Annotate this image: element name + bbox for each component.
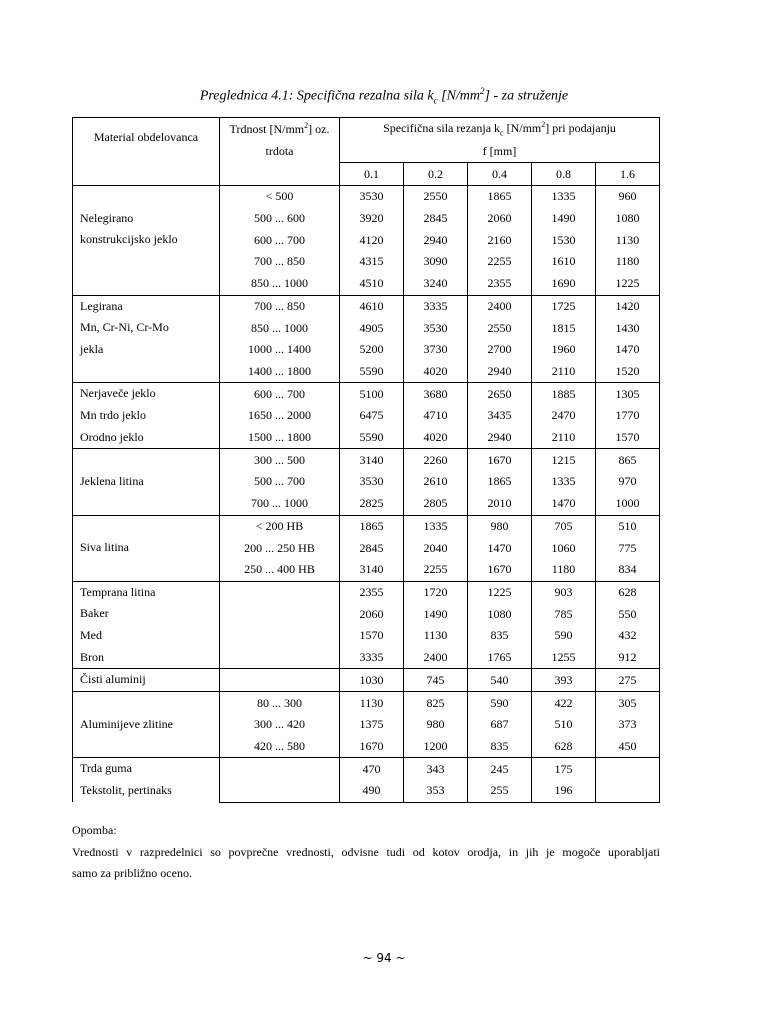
value-cell: 4510 xyxy=(340,273,404,295)
value-cell: 4020 xyxy=(404,427,468,449)
table-body xyxy=(73,118,660,803)
force-header-c: ] pri podajanju xyxy=(545,121,616,136)
material-name: Siva litina xyxy=(80,540,129,555)
force-header-b: [N/mm xyxy=(503,121,542,136)
value-cell: 450 xyxy=(596,736,660,758)
value-cell: 5590 xyxy=(340,361,404,383)
material-name: Nelegirano xyxy=(80,210,134,225)
material-name: Tekstolit, pertinaks xyxy=(80,782,172,797)
strength-header-line2 xyxy=(220,140,340,186)
material-name: Trda guma xyxy=(80,761,132,776)
strength-cell: 700 ... 850 xyxy=(220,251,340,273)
value-cell: 1130 xyxy=(404,625,468,647)
strength-cell: 1650 ... 2000 xyxy=(220,405,340,427)
value-cell: 1570 xyxy=(340,625,404,647)
material-name: Temprana litina xyxy=(80,584,156,599)
table-row xyxy=(73,692,660,714)
value-cell: 687 xyxy=(468,714,532,736)
strength-header-sup: 2 xyxy=(304,121,309,130)
strength-header-b: ] oz. xyxy=(308,122,330,136)
value-cell: 550 xyxy=(596,603,660,625)
page-number: ~ 94 ~ xyxy=(362,951,406,965)
value-cell: 373 xyxy=(596,714,660,736)
value-cell: 903 xyxy=(532,581,596,603)
table-row xyxy=(73,581,660,603)
value-cell: 1770 xyxy=(596,405,660,427)
value-cell: 3680 xyxy=(404,383,468,405)
value-cell: 1335 xyxy=(532,186,596,208)
value-cell: 2255 xyxy=(468,251,532,273)
material-name xyxy=(80,449,219,471)
table-row xyxy=(73,383,660,405)
value-cell: 1080 xyxy=(468,603,532,625)
value-cell: 775 xyxy=(596,537,660,559)
feed-header-1: 0.2 xyxy=(404,163,468,186)
material-cell xyxy=(73,295,220,383)
value-cell: 1255 xyxy=(532,647,596,669)
value-cell: 5100 xyxy=(340,383,404,405)
material-header xyxy=(73,118,220,186)
strength-cell xyxy=(220,647,340,669)
value-cell: 1865 xyxy=(468,186,532,208)
material-name: Čisti aluminij xyxy=(80,672,146,687)
strength-cell: 700 ... 850 xyxy=(220,295,340,317)
value-cell: 2060 xyxy=(340,603,404,625)
value-cell: 353 xyxy=(404,780,468,802)
value-cell: 4905 xyxy=(340,317,404,339)
value-cell: 1470 xyxy=(532,493,596,515)
strength-cell: 500 ... 600 xyxy=(220,208,340,230)
note-text-line2: samo za približno oceno. xyxy=(72,866,192,880)
material-cell xyxy=(73,515,220,581)
material-name: konstrukcijsko jeklo xyxy=(80,232,178,247)
value-cell: 1335 xyxy=(532,471,596,493)
value-cell: 3240 xyxy=(404,273,468,295)
value-cell: 2110 xyxy=(532,427,596,449)
value-cell: 2355 xyxy=(468,273,532,295)
value-cell: 1815 xyxy=(532,317,596,339)
value-cell: 1080 xyxy=(596,208,660,230)
value-cell: 835 xyxy=(468,625,532,647)
value-cell: 1610 xyxy=(532,251,596,273)
value-cell: 1670 xyxy=(468,449,532,471)
value-cell: 745 xyxy=(404,669,468,692)
value-cell: 245 xyxy=(468,758,532,780)
material-name: Jeklena litina xyxy=(80,474,144,489)
table-row xyxy=(73,186,660,208)
value-cell: 1490 xyxy=(532,208,596,230)
strength-cell: < 200 HB xyxy=(220,515,340,537)
value-cell: 1000 xyxy=(596,493,660,515)
material-name xyxy=(80,493,219,515)
value-cell: 2400 xyxy=(404,647,468,669)
value-cell: 1420 xyxy=(596,295,660,317)
feed-header-3: 0.8 xyxy=(532,163,596,186)
value-cell: 3335 xyxy=(340,647,404,669)
strength-cell xyxy=(220,603,340,625)
value-cell: 1490 xyxy=(404,603,468,625)
value-cell: 2040 xyxy=(404,537,468,559)
value-cell: 510 xyxy=(596,515,660,537)
material-cell xyxy=(73,383,220,449)
value-cell: 1130 xyxy=(340,692,404,714)
strength-cell: < 500 xyxy=(220,186,340,208)
value-cell: 2110 xyxy=(532,361,596,383)
value-cell: 4120 xyxy=(340,229,404,251)
value-cell: 1335 xyxy=(404,515,468,537)
value-cell: 1690 xyxy=(532,273,596,295)
value-cell: 2160 xyxy=(468,229,532,251)
value-cell: 1670 xyxy=(340,736,404,758)
value-cell: 3335 xyxy=(404,295,468,317)
value-cell: 1200 xyxy=(404,736,468,758)
feed-header-0: 0.1 xyxy=(340,163,404,186)
value-cell: 1130 xyxy=(596,229,660,251)
value-cell: 6475 xyxy=(340,405,404,427)
value-cell: 1180 xyxy=(596,251,660,273)
force-header-line1 xyxy=(340,118,660,141)
material-name xyxy=(80,251,219,273)
material-cell xyxy=(73,449,220,515)
caption-mid: [N/mm xyxy=(437,88,481,104)
strength-cell: 600 ... 700 xyxy=(220,383,340,405)
material-name: Med xyxy=(80,628,102,643)
material-cell xyxy=(73,692,220,758)
strength-cell xyxy=(220,625,340,647)
value-cell: 2650 xyxy=(468,383,532,405)
value-cell: 5200 xyxy=(340,339,404,361)
table-row xyxy=(73,295,660,317)
value-cell: 865 xyxy=(596,449,660,471)
value-cell: 960 xyxy=(596,186,660,208)
value-cell: 2825 xyxy=(340,493,404,515)
value-cell: 1470 xyxy=(468,537,532,559)
material-name xyxy=(80,736,219,758)
feed-header-4: 1.6 xyxy=(596,163,660,186)
value-cell: 628 xyxy=(596,581,660,603)
material-cell xyxy=(73,581,220,669)
value-cell: 1430 xyxy=(596,317,660,339)
value-cell: 3920 xyxy=(340,208,404,230)
value-cell: 3530 xyxy=(340,186,404,208)
material-name: jekla xyxy=(80,341,104,356)
material-name: Mn, Cr-Ni, Cr-Mo xyxy=(80,320,169,335)
value-cell: 2400 xyxy=(468,295,532,317)
value-cell: 343 xyxy=(404,758,468,780)
value-cell: 2550 xyxy=(468,317,532,339)
material-name: Orodno jeklo xyxy=(80,429,144,444)
material-name: Bron xyxy=(80,649,104,664)
strength-cell xyxy=(220,758,340,780)
value-cell: 490 xyxy=(340,780,404,802)
value-cell: 1530 xyxy=(532,229,596,251)
value-cell: 175 xyxy=(532,758,596,780)
material-name xyxy=(80,692,219,714)
strength-cell: 300 ... 420 xyxy=(220,714,340,736)
strength-cell: 700 ... 1000 xyxy=(220,493,340,515)
material-name: Legirana xyxy=(80,298,123,313)
value-cell: 2060 xyxy=(468,208,532,230)
value-cell: 4710 xyxy=(404,405,468,427)
value-cell: 1060 xyxy=(532,537,596,559)
value-cell: 305 xyxy=(596,692,660,714)
table-row xyxy=(73,515,660,537)
material-name xyxy=(80,273,219,295)
material-name: Aluminijeve zlitine xyxy=(80,716,173,731)
caption-prefix: Preglednica 4.1: Specifična rezalna sila k xyxy=(199,88,434,104)
value-cell: 2355 xyxy=(340,581,404,603)
cutting-force-table xyxy=(72,117,660,803)
value-cell: 2260 xyxy=(404,449,468,471)
value-cell: 912 xyxy=(596,647,660,669)
value-cell: 590 xyxy=(532,625,596,647)
value-cell: 835 xyxy=(468,736,532,758)
force-header-line2 xyxy=(340,140,660,163)
value-cell: 2470 xyxy=(532,405,596,427)
value-cell: 980 xyxy=(468,515,532,537)
material-name xyxy=(80,361,219,383)
value-cell: 510 xyxy=(532,714,596,736)
value-cell: 2940 xyxy=(404,229,468,251)
value-cell: 1865 xyxy=(340,515,404,537)
force-header-sup: 2 xyxy=(541,120,546,130)
strength-header-line1 xyxy=(220,118,340,141)
value-cell: 705 xyxy=(532,515,596,537)
strength-cell: 850 ... 1000 xyxy=(220,317,340,339)
force-header-a: Specifična sila rezanja k xyxy=(383,121,501,136)
strength-cell: 80 ... 300 xyxy=(220,692,340,714)
value-cell xyxy=(596,780,660,802)
value-cell: 2550 xyxy=(404,186,468,208)
strength-cell: 250 ... 400 HB xyxy=(220,559,340,581)
value-cell: 2845 xyxy=(340,537,404,559)
material-name: Baker xyxy=(80,606,109,621)
value-cell: 1765 xyxy=(468,647,532,669)
strength-cell: 1500 ... 1800 xyxy=(220,427,340,449)
strength-cell: 600 ... 700 xyxy=(220,229,340,251)
value-cell: 2700 xyxy=(468,339,532,361)
value-cell: 1570 xyxy=(596,427,660,449)
value-cell: 2940 xyxy=(468,427,532,449)
table-row xyxy=(73,758,660,780)
value-cell: 2805 xyxy=(404,493,468,515)
value-cell: 1030 xyxy=(340,669,404,692)
table-caption xyxy=(0,86,768,105)
strength-cell: 300 ... 500 xyxy=(220,449,340,471)
strength-cell: 420 ... 580 xyxy=(220,736,340,758)
material-cell xyxy=(73,758,220,802)
value-cell: 2845 xyxy=(404,208,468,230)
strength-cell: 200 ... 250 HB xyxy=(220,537,340,559)
table-row xyxy=(73,449,660,471)
value-cell: 1180 xyxy=(532,559,596,581)
value-cell: 3090 xyxy=(404,251,468,273)
value-cell: 255 xyxy=(468,780,532,802)
value-cell: 970 xyxy=(596,471,660,493)
strength-cell: 1000 ... 1400 xyxy=(220,339,340,361)
material-name: Nerjaveče jeklo xyxy=(80,386,156,401)
value-cell: 1885 xyxy=(532,383,596,405)
value-cell: 422 xyxy=(532,692,596,714)
value-cell: 1225 xyxy=(596,273,660,295)
value-cell: 5590 xyxy=(340,427,404,449)
value-cell xyxy=(596,758,660,780)
value-cell: 1720 xyxy=(404,581,468,603)
table-row xyxy=(73,669,660,692)
force-header-sub: c xyxy=(500,128,504,138)
caption-subscript: c xyxy=(433,95,438,106)
value-cell: 3140 xyxy=(340,559,404,581)
strength-cell: 500 ... 700 xyxy=(220,471,340,493)
value-cell: 2255 xyxy=(404,559,468,581)
value-cell: 1960 xyxy=(532,339,596,361)
header-row-1 xyxy=(73,118,660,141)
strength-cell xyxy=(220,780,340,802)
strength-cell xyxy=(220,581,340,603)
strength-cell: 1400 ... 1800 xyxy=(220,361,340,383)
value-cell: 275 xyxy=(596,669,660,692)
value-cell: 980 xyxy=(404,714,468,736)
value-cell: 1520 xyxy=(596,361,660,383)
value-cell: 2010 xyxy=(468,493,532,515)
value-cell: 3530 xyxy=(340,471,404,493)
value-cell: 4610 xyxy=(340,295,404,317)
material-cell xyxy=(73,186,220,296)
value-cell: 1375 xyxy=(340,714,404,736)
material-header-text: Material obdelovanca xyxy=(93,130,199,144)
value-cell: 3530 xyxy=(404,317,468,339)
value-cell: 3140 xyxy=(340,449,404,471)
value-cell: 470 xyxy=(340,758,404,780)
value-cell: 1305 xyxy=(596,383,660,405)
value-cell: 1670 xyxy=(468,559,532,581)
value-cell: 3435 xyxy=(468,405,532,427)
value-cell: 785 xyxy=(532,603,596,625)
material-cell xyxy=(73,669,220,692)
value-cell: 3730 xyxy=(404,339,468,361)
strength-cell: 850 ... 1000 xyxy=(220,273,340,295)
value-cell: 1215 xyxy=(532,449,596,471)
feed-header-2: 0.4 xyxy=(468,163,532,186)
caption-suffix: ] - za struženje xyxy=(484,88,569,104)
strength-cell xyxy=(220,669,340,692)
material-name xyxy=(80,516,219,538)
note-text-line1: Vrednosti v razpredelnici so povprečne vrednosti, odvisne tudi od kotov orodja, in jih je mogoče uporabljati xyxy=(72,845,660,859)
value-cell: 432 xyxy=(596,625,660,647)
value-cell: 834 xyxy=(596,559,660,581)
value-cell: 825 xyxy=(404,692,468,714)
force-header-line2-text: f [mm] xyxy=(482,143,517,158)
value-cell: 4315 xyxy=(340,251,404,273)
value-cell: 4020 xyxy=(404,361,468,383)
value-cell: 540 xyxy=(468,669,532,692)
value-cell: 1865 xyxy=(468,471,532,493)
material-name: Mn trdo jeklo xyxy=(80,408,146,423)
value-cell: 196 xyxy=(532,780,596,802)
value-cell: 2940 xyxy=(468,361,532,383)
value-cell: 1470 xyxy=(596,339,660,361)
strength-header-a: Trdnost [N/mm xyxy=(229,122,305,136)
caption-superscript: 2 xyxy=(480,86,485,96)
value-cell: 590 xyxy=(468,692,532,714)
value-cell: 1225 xyxy=(468,581,532,603)
value-cell: 2610 xyxy=(404,471,468,493)
value-cell: 393 xyxy=(532,669,596,692)
value-cell: 628 xyxy=(532,736,596,758)
material-name xyxy=(80,186,219,208)
strength-header-line2-text: trdota xyxy=(265,144,294,158)
material-name xyxy=(80,559,219,581)
value-cell: 1725 xyxy=(532,295,596,317)
note-title: Opomba: xyxy=(72,823,117,837)
